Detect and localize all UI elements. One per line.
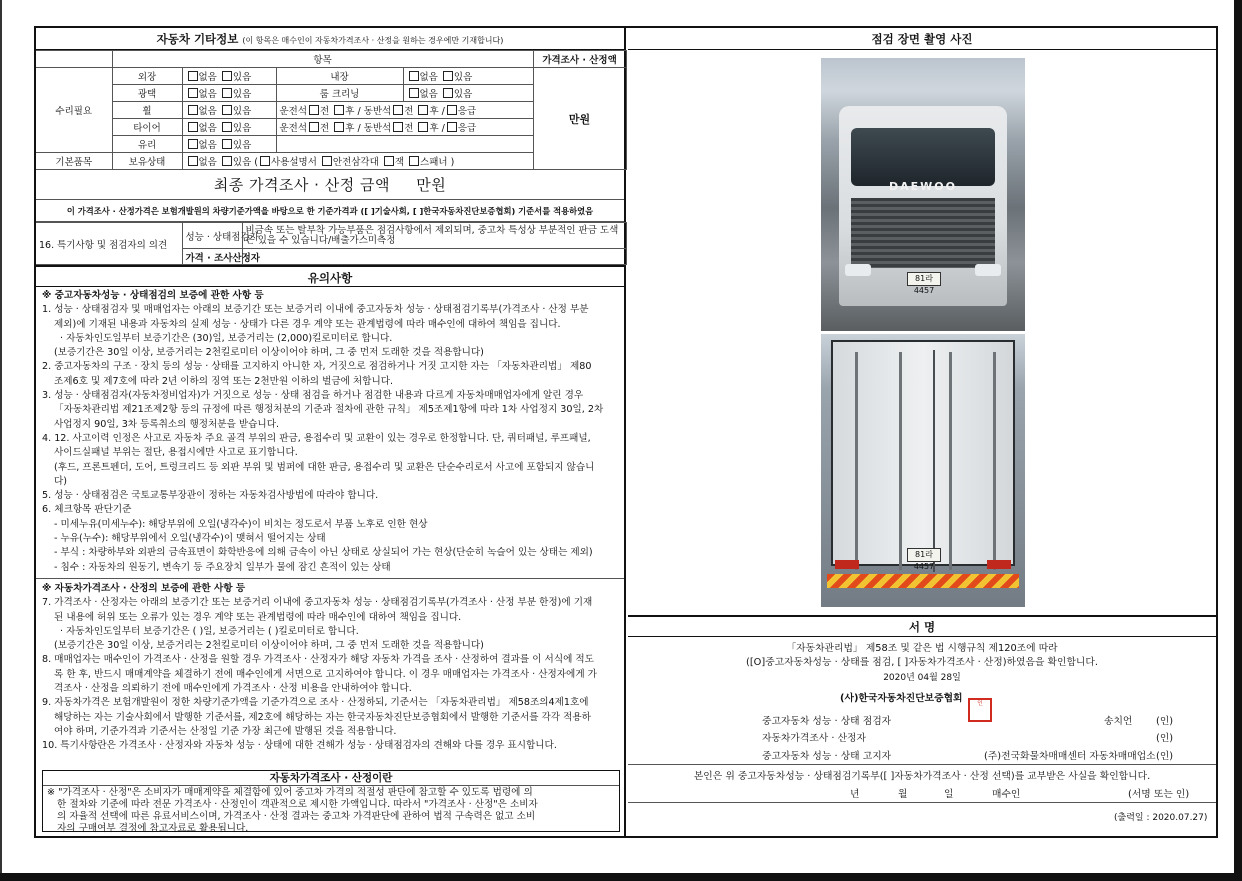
receipt-text: 본인은 위 중고자동차성능 · 상태점검기록부([ ]자동차가격조사 · 산정 선택)를 교부받은 사실을 확인합니다. bbox=[693, 771, 1151, 782]
checkbox[interactable] bbox=[260, 156, 270, 166]
role-notifier: 중고자동차 성능 · 상태 고지자 bbox=[762, 751, 892, 762]
row-label-glass: 유리 bbox=[112, 136, 182, 153]
final-price-box bbox=[36, 170, 624, 200]
truck-front-photo bbox=[821, 58, 1025, 331]
checkbox[interactable] bbox=[222, 88, 232, 98]
note-line: 4. 12. 사고이력 인정은 사고로 자동차 주요 골격 부위의 판금, 용접수리 및 교환이 있는 경우로 한정합니다. 단, 쿼터패널, 루프패널, bbox=[42, 432, 591, 444]
note-line: 해당하는 자는 기술사회에서 발행한 기준서를, 제2호에 해당하는 자는 한국자동차진단보증협회에서 발행한 기준서를 각각 적용하 bbox=[54, 711, 591, 723]
note-line: - 침수 : 자동차의 원동기, 변속기 등 주요장치 일부가 물에 잠긴 흔적이 있는 상태 bbox=[54, 561, 391, 573]
price-definition-box bbox=[42, 770, 620, 832]
checkbox[interactable] bbox=[418, 105, 428, 115]
price-assessor-seal-mark: (인) bbox=[1156, 733, 1174, 744]
headlamp-left bbox=[845, 264, 871, 276]
notes-b-title: ※ 자동차가격조사 · 산정의 보증에 관한 사항 등 bbox=[42, 582, 246, 594]
checkbox[interactable] bbox=[222, 156, 232, 166]
tire-options: 없음 있음 bbox=[182, 119, 276, 136]
row-label-interior: 내장 bbox=[276, 68, 403, 85]
checkbox[interactable] bbox=[409, 156, 419, 166]
tail-lamp-right bbox=[987, 560, 1011, 569]
receipt-month: 월 bbox=[898, 789, 908, 800]
note-line: - 누유(누수): 해당부위에서 오일(냉각수)이 맺혀서 떨어지는 상태 bbox=[54, 533, 326, 545]
notifier-seal-mark: (인) bbox=[1156, 751, 1174, 762]
other-info-note: (이 항목은 매수인이 자동차가격조사 · 산정을 원하는 경우에만 기재합니다) bbox=[242, 36, 504, 45]
print-date: (출력일 : 2020.07.27) bbox=[1114, 813, 1208, 823]
truck-brand-logo: DAEWOO bbox=[889, 180, 957, 193]
page-edge-bottom bbox=[0, 873, 1242, 881]
perf-inspector-opinion: 비금속 또는 탈부착 가능부품은 점검사항에서 제외되며, 중고차 특성상 부분적인 판금 도색은 있을 수 있습니다/배출가스미측정 bbox=[242, 223, 626, 249]
table-header-row bbox=[36, 51, 626, 68]
definition-line: ※ "가격조사 · 산정"은 소비자가 매매계약을 체결함에 있어 중고차 가격의 적절성 판단에 참고할 수 있도록 법령에 의 bbox=[47, 787, 533, 798]
checkbox[interactable] bbox=[188, 71, 198, 81]
price-basis-note: 이 가격조사 · 산정가격은 보험개발원의 차량기준가액을 바탕으로 한 기준가격과 ([ ]기술사회, [ ]한국자동차진단보증협회) 기준서를 적용하였음 bbox=[36, 200, 624, 222]
notifier-name: (주)전국화물차매매센터 자동차매매업소 bbox=[984, 751, 1156, 762]
other-info-header bbox=[36, 28, 624, 50]
grille-shape bbox=[851, 198, 995, 268]
note-line: - 부식 : 차량하부와 외판의 금속표면이 화학반응에 의해 금속이 아닌 상태로 상실되어 가는 현상(단순히 녹슬어 있는 상태는 제외) bbox=[54, 547, 593, 559]
definition-body bbox=[43, 786, 619, 835]
tire-position-options: 운전석 전 후 / 동반석 전 후 / 응급 bbox=[276, 119, 533, 136]
sign-confirm-text: ([O]중고자동차성능 · 상태를 점검, [ ]자동차가격조사 · 산정)하였음을 확인합니다. bbox=[746, 657, 1098, 668]
row-label-polish: 광택 bbox=[112, 85, 182, 102]
checkbox[interactable] bbox=[222, 122, 232, 132]
glass-options: 없음 있음 bbox=[182, 136, 276, 153]
note-line: 된 내용에 허위 또는 오류가 있는 경우 계약 또는 관계법령에 따라 매수인에 대하여 책임을 집니다. bbox=[54, 611, 462, 623]
checkbox[interactable] bbox=[309, 122, 319, 132]
definition-line: 자의 구매여부 결정에 참고자료로 활용됩니다. bbox=[57, 823, 249, 834]
note-line: 「자동차관리법 제21조제2항 등의 규정에 따른 행정처분의 기준과 절차에 관한 규칙」 제5조제1항에 따라 1차 사업정지 30일, 2차 bbox=[54, 404, 604, 416]
checkbox[interactable] bbox=[188, 122, 198, 132]
role-price-assessor: 자동차가격조사 · 산정자 bbox=[762, 733, 866, 744]
wheel-position-options: 운전석 전 후 / 동반석 전 후 / 응급 bbox=[276, 102, 533, 119]
note-line: 조제6호 및 제7호에 따라 2년 이하의 징역 또는 2천만원 이하의 벌금에 처합니다. bbox=[54, 375, 394, 387]
note-line: 2. 중고자동차의 구조 · 장치 등의 성능 · 상태를 고지하지 아니한 자, 거짓으로 점검하거나 거짓 고지한 자는 「자동차관리법」 제80 bbox=[42, 361, 592, 373]
note-line: 8. 매매업자는 매수인이 가격조사 · 산정을 원할 경우 가격조사 · 산정자가 해당 자동차 가격을 조사 · 산정하여 결과를 이 서식에 적도 bbox=[42, 654, 594, 666]
checkbox[interactable] bbox=[309, 105, 319, 115]
checkbox[interactable] bbox=[334, 105, 344, 115]
row-label-tire: 타이어 bbox=[112, 119, 182, 136]
interior-options: 없음 있음 bbox=[403, 68, 533, 85]
unit-cell: 만원 bbox=[533, 68, 626, 170]
price-assessor-label: 가격 · 조사산정자 bbox=[182, 249, 242, 265]
notes-body bbox=[36, 287, 624, 756]
note-line: 7. 가격조사 · 산정자는 아래의 보증기간 또는 보증거리 이내에 중고자동차 성능 · 상태점검기록부(가격조사 · 산정 부분 한정)에 기재 bbox=[42, 597, 593, 609]
association-seal-icon: 인 bbox=[968, 698, 992, 722]
row-label-cleaning: 룸 크리닝 bbox=[276, 85, 403, 102]
rear-license-plate: 81라4457 bbox=[907, 548, 941, 562]
page-edge-right bbox=[1234, 0, 1242, 881]
definition-title: 자동차가격조사 · 산정이란 bbox=[43, 771, 619, 786]
tail-lamp-left bbox=[835, 560, 859, 569]
table-row bbox=[36, 68, 626, 85]
door-split-line bbox=[933, 350, 935, 572]
windshield-shape bbox=[851, 128, 995, 186]
cargo-box-rear bbox=[831, 340, 1015, 566]
page-edge-top bbox=[0, 0, 1242, 8]
wheel-options: 없음 있음 bbox=[182, 102, 276, 119]
polish-options: 없음 있음 bbox=[182, 85, 276, 102]
rear-bumper-stripes bbox=[827, 574, 1019, 588]
print-divider bbox=[628, 802, 1216, 803]
definition-line: 한 절차와 기준에 따라 전문 가격조사 · 산정인이 객관적으로 제시한 가액입니다. 따라서 "가격조사 · 산정"은 소비자 bbox=[57, 799, 538, 810]
note-line: (후드, 프론트펜더, 도어, 트렁크리드 등 외판 부위 및 범퍼에 대한 판금, 용접수리 및 교환은 단순수리로서 사고에 포함되지 않습니 bbox=[54, 461, 595, 473]
photo-section-title: 점검 장면 촬영 사진 bbox=[628, 28, 1216, 50]
final-price-label: 최종 가격조사 · 산정 금액 bbox=[213, 176, 390, 194]
checkbox[interactable] bbox=[393, 122, 403, 132]
inspection-record-sheet bbox=[34, 26, 1218, 838]
checkbox[interactable] bbox=[334, 122, 344, 132]
checkbox[interactable] bbox=[443, 71, 453, 81]
lock-bar bbox=[993, 352, 996, 570]
lock-bar bbox=[855, 352, 858, 570]
sign-law-text: 「자동차관리법」 제58조 및 같은 법 시행규칙 제120조에 따라 bbox=[786, 643, 1058, 654]
note-line: 다) bbox=[54, 475, 68, 487]
note-line: 10. 특기사항란은 가격조사 · 산정자와 자동차 성능 · 상태에 대한 견해가 성능 · 상태점검자의 견해와 다를 경우 표시합니다. bbox=[42, 740, 557, 752]
final-price-unit: 만원 bbox=[416, 176, 447, 194]
basic-items-label: 기본품목 bbox=[36, 153, 112, 170]
checkbox[interactable] bbox=[188, 88, 198, 98]
checkbox[interactable] bbox=[393, 105, 403, 115]
note-line: 격조사 · 산정을 의뢰하기 전에 매수인에게 가격조사 · 산정 비용을 안내하여야 합니다. bbox=[54, 683, 412, 695]
association-name: (사)한국자동차진단보증협회 bbox=[840, 693, 963, 704]
checkbox[interactable] bbox=[443, 88, 453, 98]
price-header: 가격조사 · 산정액 bbox=[533, 51, 626, 68]
signature-divider bbox=[628, 764, 1216, 765]
truck-rear-photo bbox=[821, 334, 1025, 607]
checkbox[interactable] bbox=[188, 139, 198, 149]
checkbox[interactable] bbox=[222, 71, 232, 81]
definition-line: 의 자율적 선택에 따른 유료서비스이며, 가격조사 · 산정 결과는 중고차 가격판단에 관하여 법적 구속력은 없고 소비 bbox=[57, 811, 536, 822]
role-inspector: 중고자동차 성능 · 상태 점검자 bbox=[762, 716, 892, 727]
lock-bar bbox=[949, 352, 952, 570]
note-line: 1. 성능 · 상태점검자 및 매매업자는 아래의 보증기간 또는 보증거리 이내에 중고자동차 성능 · 상태점검기록부(가격조사 · 산정 부분 bbox=[42, 304, 589, 316]
front-license-plate: 81라4457 bbox=[907, 272, 941, 286]
receipt-sign-mark: (서명 또는 인) bbox=[1128, 789, 1190, 800]
cleaning-options: 없음 있음 bbox=[403, 85, 533, 102]
signature-area bbox=[628, 637, 1216, 836]
checkbox[interactable] bbox=[322, 156, 332, 166]
opinion-label: 16. 특기사항 및 점검자의 의견 bbox=[36, 223, 182, 265]
note-line: 9. 자동차가격은 보험개발원이 정한 차량기준가액을 기준가격으로 조사 · 산정하되, 기준서는 「자동차관리법」 제58조의4제1호에 bbox=[42, 697, 589, 709]
opinion-table bbox=[36, 222, 627, 265]
notes-title: 유의사항 bbox=[36, 265, 624, 287]
other-info-table bbox=[36, 50, 627, 170]
perf-inspector-label: 성능 · 상태점검자 bbox=[182, 223, 242, 249]
inspector-name: 송치언 bbox=[1104, 716, 1133, 727]
lock-bar bbox=[899, 352, 902, 570]
checkbox[interactable] bbox=[447, 122, 457, 132]
note-line: 사업정지 90일, 3차 등록취소의 행정처분을 받습니다. bbox=[54, 418, 280, 430]
note-line: - 미세누유(미세누수): 해당부위에 오일(냉각수)이 비치는 정도로서 부품 노후로 인한 현상 bbox=[54, 518, 428, 530]
row-label-owned: 보유상태 bbox=[112, 153, 182, 170]
checkbox[interactable] bbox=[409, 88, 419, 98]
inspector-seal-mark: (인) bbox=[1156, 716, 1174, 727]
checkbox[interactable] bbox=[188, 156, 198, 166]
receipt-year: 년 bbox=[850, 789, 860, 800]
note-line: 6. 체크항목 판단기준 bbox=[42, 504, 132, 516]
checkbox[interactable] bbox=[188, 105, 198, 115]
note-line: 여야 하며, 기준가격과 기준서는 산정일 기준 가장 최근에 발행된 것을 적용합니다. bbox=[54, 725, 397, 737]
checkbox[interactable] bbox=[418, 122, 428, 132]
note-line: 록 한 후, 반드시 매매계약을 체결하기 전에 매수인에게 서면으로 고지하여야 합니다. 이 경우 매매업자는 가격조사 · 산정자에게 가 bbox=[54, 668, 597, 680]
note-line: 제외)에 기재된 내용과 자동차의 실제 성능 · 상태가 다른 경우 계약 또는 관계법령에 따라 매수인에 대하여 책임을 집니다. bbox=[54, 318, 561, 330]
repair-label: 수리필요 bbox=[36, 68, 112, 153]
owned-options: 없음 있음 ( 사용설명서 안전삼각대 잭 스패너 ) bbox=[182, 153, 533, 170]
right-column bbox=[628, 28, 1216, 836]
receipt-day: 일 bbox=[944, 789, 954, 800]
row-label-wheel: 휠 bbox=[112, 102, 182, 119]
notes-a-title: ※ 중고자동차성능 · 상태점검의 보증에 관한 사항 등 bbox=[42, 290, 264, 301]
notes-divider bbox=[36, 578, 624, 579]
checkbox[interactable] bbox=[222, 139, 232, 149]
price-assessor-opinion bbox=[242, 249, 626, 265]
note-line: (보증기간은 30일 이상, 보증거리는 2천킬로미터 이상이어야 하며, 그 중 먼저 도래한 것을 적용합니다) bbox=[54, 640, 484, 652]
other-info-title: 자동차 기타정보 bbox=[156, 32, 239, 46]
receipt-buyer-label: 매수인 bbox=[992, 789, 1021, 800]
item-header: 항목 bbox=[112, 51, 533, 68]
left-column bbox=[36, 28, 626, 836]
signature-section-title: 서 명 bbox=[628, 615, 1216, 637]
note-line: 사이드실패널 부위는 절단, 용접시에만 사고로 표기합니다. bbox=[54, 447, 298, 459]
note-line: (보증기간은 30일 이상, 보증거리는 2천킬로미터 이상이어야 하며, 그 중 먼저 도래한 것을 적용합니다) bbox=[54, 347, 484, 359]
page-edge-left bbox=[0, 0, 2, 881]
checkbox[interactable] bbox=[409, 71, 419, 81]
note-line: 5. 성능 · 상태점검은 국토교통부장관이 정하는 자동차검사방법에 따라야 합니다. bbox=[42, 490, 379, 502]
note-line: 3. 성능 · 상태점검자(자동차정비업자)가 거짓으로 성능 · 상태 점검을 하거나 점검한 내용과 다르게 자동차매매업자에게 알린 경우 bbox=[42, 390, 584, 402]
checkbox[interactable] bbox=[222, 105, 232, 115]
checkbox[interactable] bbox=[447, 105, 457, 115]
row-label-exterior: 외장 bbox=[112, 68, 182, 85]
checkbox[interactable] bbox=[384, 156, 394, 166]
exterior-options: 없음 있음 bbox=[182, 68, 276, 85]
headlamp-right bbox=[975, 264, 1001, 276]
sign-date: 2020년 04월 28일 bbox=[883, 673, 961, 683]
note-line: · 자동차인도일부터 보증기간은 (30)일, 보증거리는 (2,000)킬로미터로 합니다. bbox=[60, 332, 393, 344]
note-line: · 자동차인도일부터 보증기간은 ( )일, 보증거리는 ( )킬로미터로 합니다. bbox=[60, 625, 359, 637]
